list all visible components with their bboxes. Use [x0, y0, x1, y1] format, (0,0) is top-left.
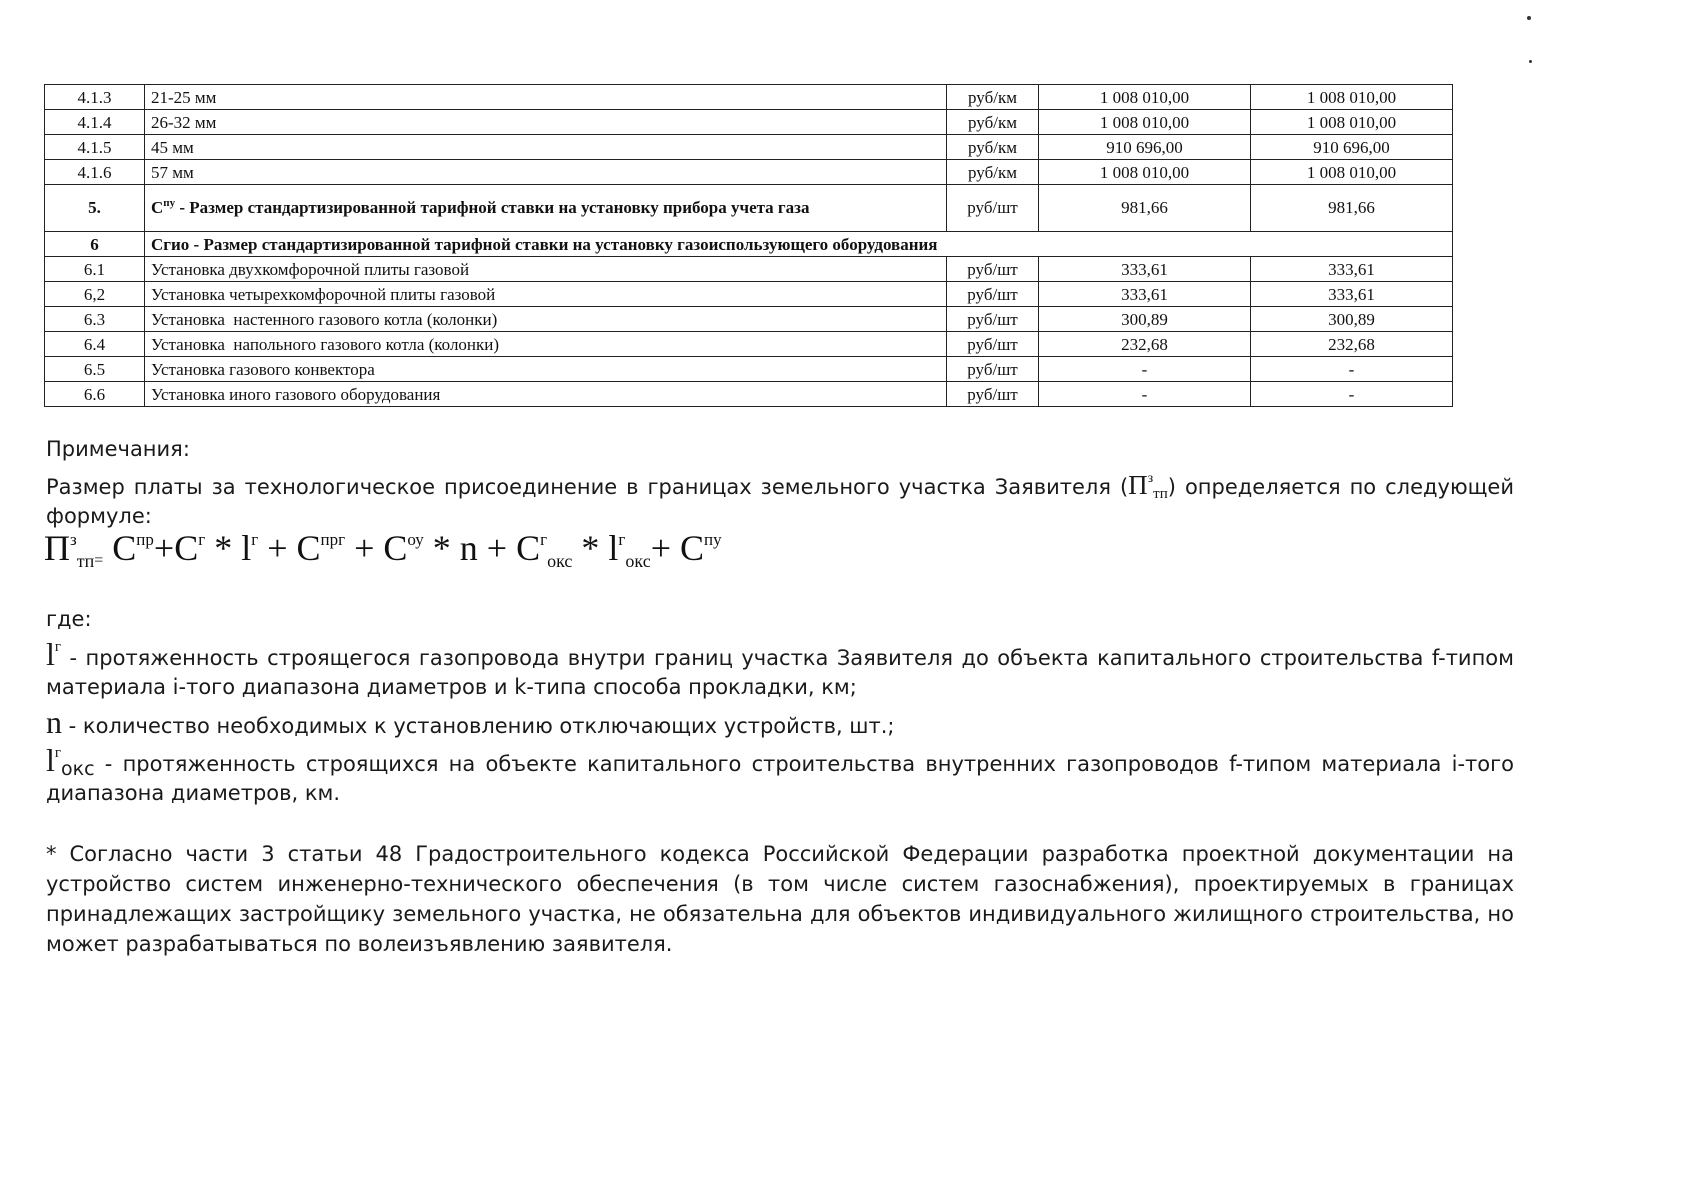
row-value-2: 333,61 [1251, 257, 1453, 282]
symbol-l-letter: l [46, 636, 55, 672]
formula-op: * [572, 528, 609, 568]
formula-p: П [44, 528, 70, 568]
table-row [45, 85, 1453, 110]
row-number: 5. [45, 185, 145, 232]
row-unit: руб/км [947, 160, 1039, 185]
symbol-p-sub: тп [1153, 486, 1168, 502]
row-description: 57 мм [145, 160, 947, 185]
row-number: 6.3 [45, 307, 145, 332]
row-number: 6.6 [45, 382, 145, 407]
symbol-n: n [46, 704, 62, 740]
formula-p-sub: тп [76, 551, 95, 571]
row-unit: руб/км [947, 110, 1039, 135]
where-label: где: [46, 607, 92, 631]
formula-l-oks-sup: г [618, 530, 626, 549]
row-value-2: - [1251, 382, 1453, 407]
row-value-2: 1 008 010,00 [1251, 85, 1453, 110]
scan-dot [1529, 60, 1532, 63]
row-description: Установка настенного газового котла (колонки) [145, 307, 947, 332]
row-unit: руб/км [947, 85, 1039, 110]
formula-c-pr-sup: пр [136, 530, 154, 549]
table-row [45, 307, 1453, 332]
row-number: 6.5 [45, 357, 145, 382]
formula-c-g-oks-sup: г [540, 530, 548, 549]
formula-equals: = [94, 552, 104, 569]
row-value-1: 981,66 [1039, 185, 1251, 232]
row-number: 4.1.6 [45, 160, 145, 185]
table-row [45, 332, 1453, 357]
symbol-l [46, 636, 61, 672]
row-unit: руб/шт [947, 382, 1039, 407]
row-value-1: 300,89 [1039, 307, 1251, 332]
row-description: Сгио - Размер стандартизированной тарифной ставки на установку газоиспользующего оборудования [145, 232, 1453, 257]
table-row [45, 282, 1453, 307]
row-description: Установка газового конвектора [145, 357, 947, 382]
formula-op: + [650, 528, 680, 568]
definition-l-oks-text: - протяженность строящихся на объекте капитального строительства внутренних газопроводов f-типом материала i-того диапазона диаметров, км. [46, 752, 1514, 805]
row-description: 45 мм [145, 135, 947, 160]
row-value-2: 1 008 010,00 [1251, 160, 1453, 185]
table-row-5 [45, 185, 1453, 232]
row-description: Установка четырехкомфорочной плиты газовой [145, 282, 947, 307]
row-value-2: 333,61 [1251, 282, 1453, 307]
notes-heading: Примечания: [46, 437, 190, 461]
formula-p-sup: з [70, 530, 77, 549]
formula-c-ou-sup: оу [407, 530, 424, 549]
formula-l-oks: l [608, 528, 619, 568]
formula-c-g-sup: г [198, 530, 206, 549]
notes-intro [46, 471, 1514, 531]
table-row [45, 382, 1453, 407]
row-value-1: 333,61 [1039, 257, 1251, 282]
table-row [45, 257, 1453, 282]
symbol-p-sup: з [1147, 471, 1154, 486]
row-value-1: 910 696,00 [1039, 135, 1251, 160]
row-value-1: 1 008 010,00 [1039, 110, 1251, 135]
row-unit: руб/шт [947, 257, 1039, 282]
symbol-sup: пу [163, 196, 176, 209]
table-row [45, 160, 1453, 185]
row-value-2: 300,89 [1251, 307, 1453, 332]
row-description: Установка двухкомфорочной плиты газовой [145, 257, 947, 282]
row-value-2: 232,68 [1251, 332, 1453, 357]
row-description: Установка напольного газового котла (колонки) [145, 332, 947, 357]
row-description: 26-32 мм [145, 110, 947, 135]
formula-op: * [205, 528, 242, 568]
footnote: * Согласно части 3 статьи 48 Градостроительного кодекса Российской Федерации разработка проектной документации на устройство систем инженерно-технического обеспечения (в том числе систем газоснабжения), проектируемых в границах принадлежащих застройщику земельного участка, не обязательна для объектов индивидуального жилищного строительства, но может разрабатываться по волеизъявлению заявителя. [46, 842, 1514, 956]
row-number: 4.1.5 [45, 135, 145, 160]
row-description: 21-25 мм [145, 85, 947, 110]
definition-l-oks [46, 742, 1514, 808]
table-row [45, 110, 1453, 135]
scan-dot [1527, 16, 1531, 20]
definition-l [46, 636, 1514, 702]
symbol-l-oks-letter: l [46, 742, 55, 778]
formula-l-sup: г [251, 530, 259, 549]
row-value-1: 232,68 [1039, 332, 1251, 357]
formula-c-pu-sup: пу [704, 530, 722, 549]
formula-c-ou: С [383, 528, 408, 568]
row-value-2: 1 008 010,00 [1251, 110, 1453, 135]
symbol-l-oks [46, 742, 95, 778]
table-row [45, 135, 1453, 160]
formula [44, 526, 722, 583]
row-unit: руб/шт [947, 332, 1039, 357]
row-unit: руб/км [947, 135, 1039, 160]
row-value-2: 981,66 [1251, 185, 1453, 232]
row-number: 6.1 [45, 257, 145, 282]
formula-op: + [477, 528, 517, 568]
symbol-p [1128, 470, 1168, 500]
table-row-6 [45, 232, 1453, 257]
formula-l: l [241, 528, 252, 568]
formula-n: n [459, 528, 478, 568]
formula-op: + [345, 528, 384, 568]
intro-text-start: Размер платы за технологическое присоединение в границах земельного участка Заявителя ( [46, 475, 1129, 499]
row-value-1: 333,61 [1039, 282, 1251, 307]
formula-op: + [153, 528, 175, 568]
symbol-l-oks-sup: г [54, 745, 62, 761]
symbol-p-letter: П [1128, 470, 1148, 500]
row-value-1: - [1039, 357, 1251, 382]
row-value-2: - [1251, 357, 1453, 382]
row-number: 4.1.3 [45, 85, 145, 110]
symbol-l-oks-sub: окс [61, 758, 95, 780]
formula-c-pu: С [680, 528, 705, 568]
tariff-table [44, 84, 1453, 407]
definition-n-text: - количество необходимых к установлению отключающих устройств, шт.; [62, 714, 895, 738]
formula-op: * [423, 528, 460, 568]
row-unit: руб/шт [947, 282, 1039, 307]
formula-c-g-oks-sub: окс [547, 551, 573, 571]
row-value-1: 1 008 010,00 [1039, 160, 1251, 185]
row-unit: руб/шт [947, 357, 1039, 382]
row-value-1: - [1039, 382, 1251, 407]
row-value-2: 910 696,00 [1251, 135, 1453, 160]
row-number: 6 [45, 232, 145, 257]
row-number: 6,2 [45, 282, 145, 307]
row-description: Установка иного газового оборудования [145, 382, 947, 407]
formula-op: + [258, 528, 297, 568]
row-unit: руб/шт [947, 307, 1039, 332]
formula-l-oks-sub: окс [625, 551, 651, 571]
row-value-1: 1 008 010,00 [1039, 85, 1251, 110]
formula-c-pr: С [112, 528, 137, 568]
definition-n [46, 704, 895, 741]
symbol-c: С [151, 197, 164, 217]
symbol-l-sup: г [54, 639, 62, 655]
row-description-text: - Размер стандартизированной тарифной ставки на установку прибора учета газа [175, 197, 810, 217]
row-description [145, 185, 947, 232]
formula-c-g: С [174, 528, 199, 568]
row-unit: руб/шт [947, 185, 1039, 232]
formula-c-prg-sup: прг [320, 530, 346, 549]
formula-c-prg: С [296, 528, 321, 568]
table-row [45, 357, 1453, 382]
row-number: 6.4 [45, 332, 145, 357]
intro-text-end: ) определяется по следующей формуле: [46, 475, 1514, 528]
formula-c-g-oks: С [516, 528, 541, 568]
definition-l-text: - протяженность строящегося газопровода внутри границ участка Заявителя до объекта капитального строительства f-типом материала i-того диапазона диаметров и k-типа способа прокладки, км; [46, 646, 1514, 699]
row-number: 4.1.4 [45, 110, 145, 135]
